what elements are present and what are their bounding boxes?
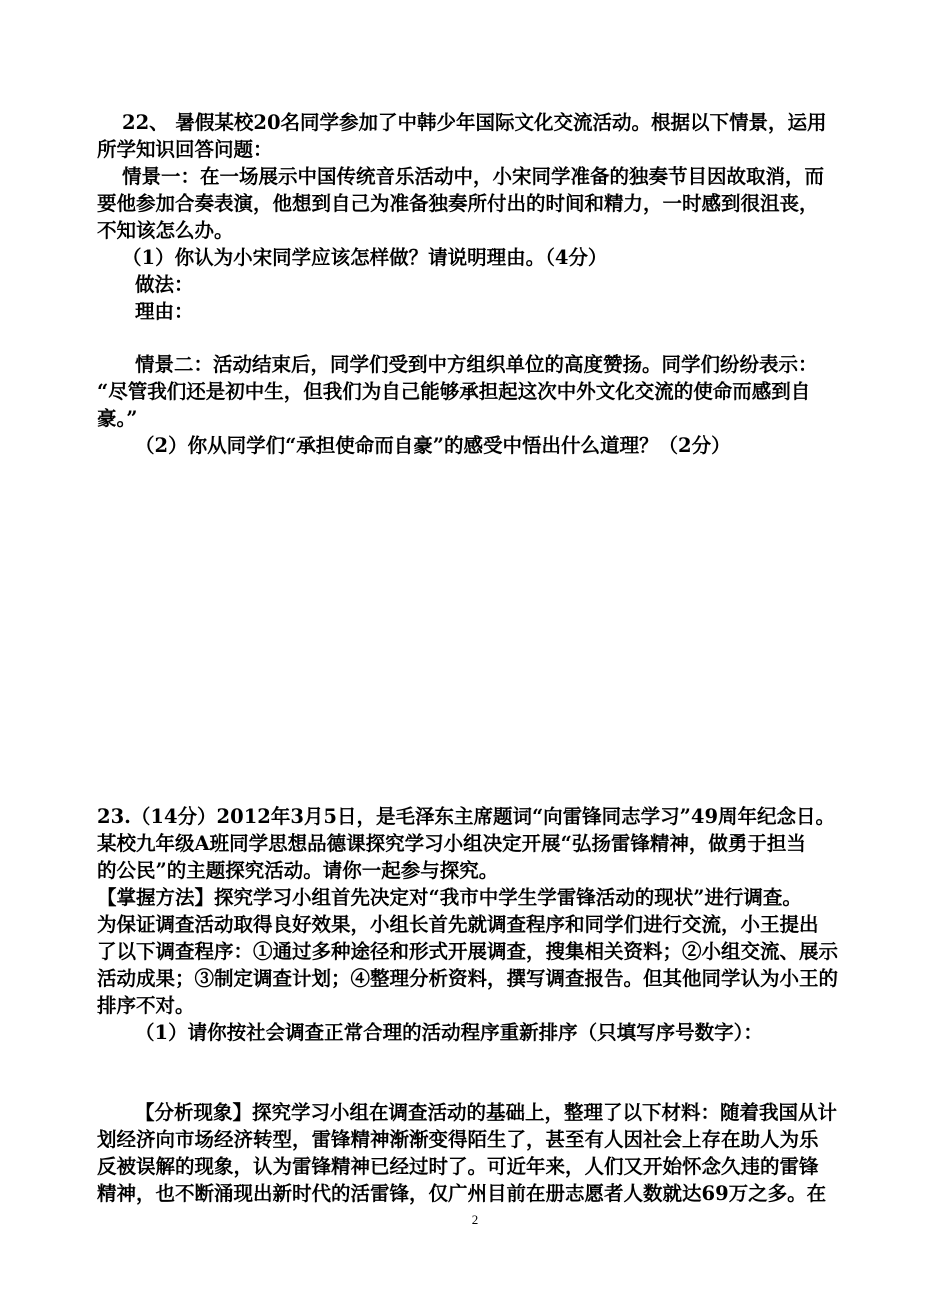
scene-1-line-2: 要他参加合奏表演，他想到自己为准备独奏所付出的时间和精力，一时感到很沮丧， [97, 192, 819, 215]
master-method-line-1: 【掌握方法】探究学习小组首先决定对“我市中学生学雷锋活动的现状”进行调查。 [97, 886, 802, 909]
q23-sub-question-1: （1）请你按社会调查正常合理的活动程序重新排序（只填写序号数字）： [135, 1021, 763, 1044]
reason-label: 理由： [135, 300, 194, 323]
analyze-line-1: 【分析现象】探究学习小组在调查活动的基础上，整理了以下材料：随着我国从计 [135, 1101, 838, 1124]
scene-2-line-1: 情景二：活动结束后，同学们受到中方组织单位的高度赞扬。同学们纷纷表示： [135, 353, 818, 376]
q22-sub-question-2: （2）你从同学们“承担使命而自豪”的感受中悟出什么道理？（2分） [135, 434, 731, 457]
master-method-line-2: 为保证调查活动取得良好效果，小组长首先就调查程序和同学们进行交流，小王提出 [97, 913, 819, 936]
analyze-line-2: 划经济向市场经济转型，雷锋精神渐渐变得陌生了，甚至有人因社会上存在助人为乐 [97, 1128, 819, 1151]
q22-line-2: 所学知识回答问题： [97, 138, 273, 161]
analyze-line-3: 反被误解的现象，认为雷锋精神已经过时了。可近年来，人们又开始怀念久违的雷锋 [97, 1155, 819, 1178]
q22-line-1: 22、 暑假某校20名同学参加了中韩少年国际文化交流活动。根据以下情景，运用 [122, 111, 827, 134]
master-method-line-4: 活动成果；③制定调查计划；④整理分析资料，撰写调查报告。但其他同学认为小王的 [97, 967, 839, 990]
q23-line-2: 某校九年级A班同学思想品德课探究学习小组决定开展“弘扬雷锋精神，做勇于担当 [97, 832, 806, 855]
scene-1-line-1: 情景一：在一场展示中国传统音乐活动中，小宋同学准备的独奏节目因故取消，而 [122, 165, 825, 188]
scene-1-line-3: 不知该怎么办。 [97, 219, 234, 242]
method-label: 做法： [135, 273, 194, 296]
analyze-line-4: 精神，也不断涌现出新时代的活雷锋，仅广州目前在册志愿者人数就达69万之多。在 [97, 1182, 827, 1205]
scene-2-line-3: 豪。” [97, 407, 138, 430]
master-method-line-5: 排序不对。 [97, 994, 195, 1017]
q23-line-3: 的公民”的主题探究活动。请你一起参与探究。 [97, 859, 499, 882]
page-number: 2 [471, 1212, 479, 1227]
scene-2-line-2: “尽管我们还是初中生，但我们为自己能够承担起这次中外文化交流的使命而感到自 [97, 380, 811, 403]
q22-sub-question-1: （1）你认为小宋同学应该怎样做？请说明理由。（4分） [122, 246, 608, 269]
q23-line-1: 23.（14分）2012年3月5日，是毛泽东主席题词“向雷锋同志学习”49周年纪念日。 [97, 805, 836, 828]
master-method-line-3: 了以下调查程序：①通过多种途径和形式开展调查，搜集相关资料；②小组交流、展示 [97, 940, 839, 963]
